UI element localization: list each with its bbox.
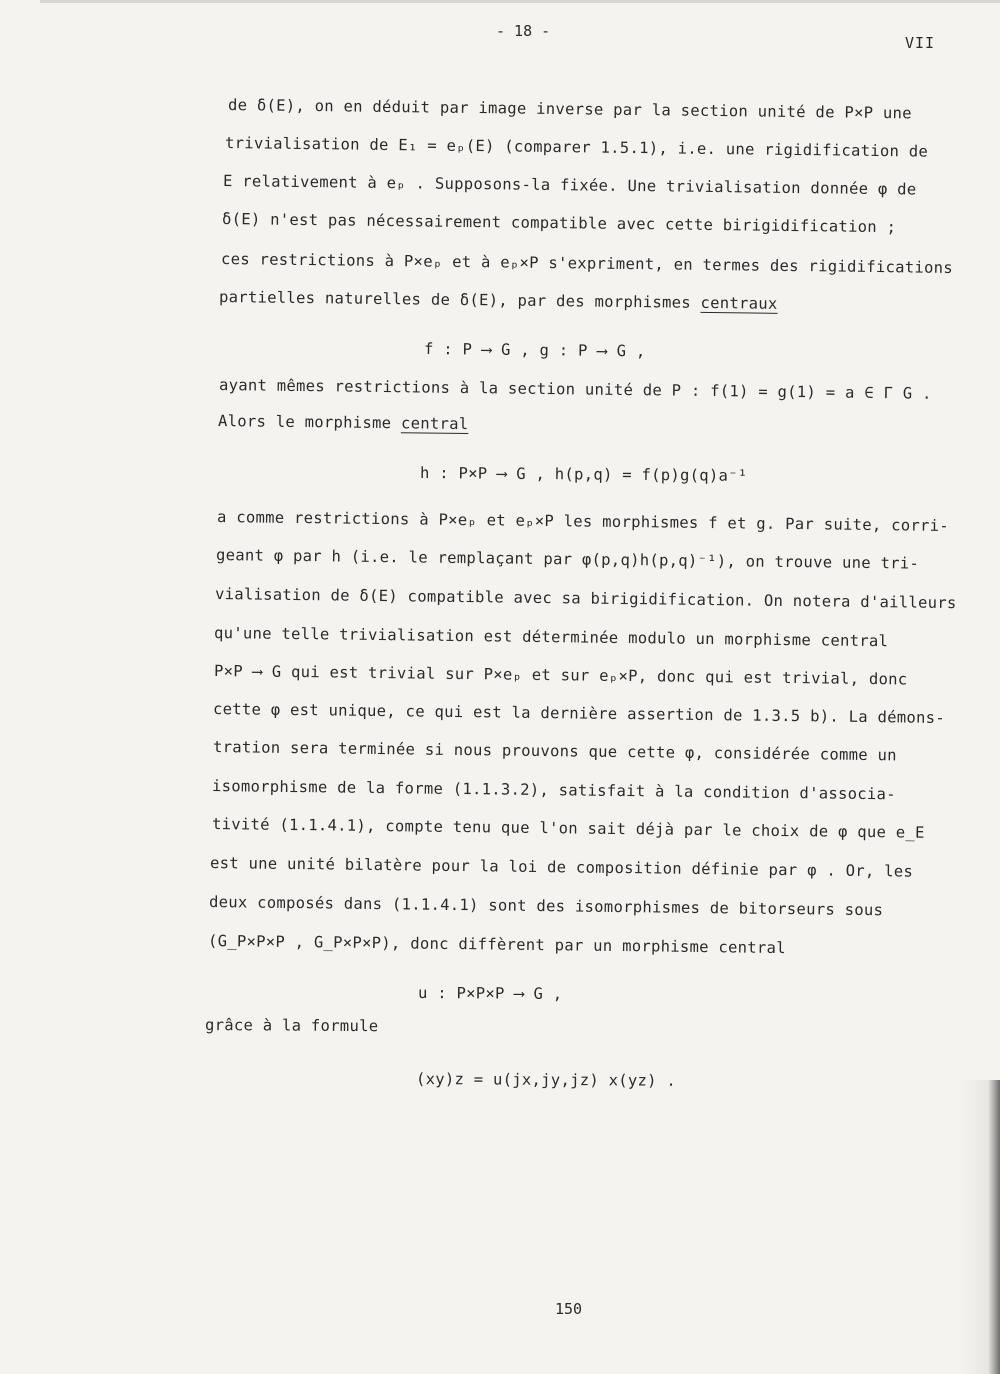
body-line: (G_P×P×P , G_P×P×P), donc diffèrent par un morphisme central <box>207 932 786 958</box>
body-line: deux composés dans (1.1.4.1) sont des isomorphismes de bitorseurs sous <box>208 893 884 920</box>
body-line: geant φ par h (i.e. le remplaçant par φ(p,q)h(p,q)⁻¹), on trouve une tri- <box>215 546 920 573</box>
body-line: qu'une telle trivialisation est déterminée modulo un morphisme central <box>213 624 889 651</box>
body-line: est une unité bilatère pour la loi de composition définie par φ . Or, les <box>209 854 914 881</box>
formula-f-g: f : P ⟶ G , g : P ⟶ G , <box>423 340 646 361</box>
underlined-word: centraux <box>700 293 778 313</box>
chapter-number: VII <box>905 34 936 52</box>
body-line: grâce à la formule <box>204 1016 379 1036</box>
body-line: δ(E) n'est pas nécessairement compatible avec cette birigidification ; <box>221 210 897 237</box>
formula-u: u : P×P×P ⟶ G , <box>417 984 563 1004</box>
body-line: ces restrictions à P×eₚ et à eₚ×P s'expriment, en termes des rigidifications <box>220 250 954 277</box>
scan-top-edge <box>40 0 1000 3</box>
body-line: trivialisation de E₁ = eₚ(E) (comparer 1.5.1), i.e. une rigidification de <box>224 134 929 161</box>
body-line: de δ(E), on en déduit par image inverse par la section unité de P×P une <box>227 96 912 123</box>
page-marker: - 18 - <box>496 22 551 40</box>
body-line-text: partielles naturelles de δ(E), par des morphismes <box>218 288 692 312</box>
body-line: tration sera terminée si nous prouvons que cette φ, considérée comme un <box>212 738 897 765</box>
body-line: vialisation de δ(E) compatible avec sa birigidification. On notera d'ailleurs <box>214 585 957 613</box>
body-line: E relativement à eₚ . Supposons-la fixée. Une trivialisation donnée φ de <box>222 172 917 199</box>
scan-right-edge-shadow <box>960 1080 1000 1374</box>
formula-associativity: (xy)z = u(jx,jy,jz) x(yz) . <box>415 1070 677 1090</box>
body-line: ayant mêmes restrictions à la section unité de P : f(1) = g(1) = a ∈ Γ G . <box>218 376 932 403</box>
formula-h: h : P×P ⟶ G , h(p,q) = f(p)g(q)a⁻¹ <box>419 464 748 485</box>
body-line: tivité (1.1.4.1), compte tenu que l'on sait déjà par le choix de φ que e_E <box>211 815 925 842</box>
body-line: isomorphisme de la forme (1.1.3.2), satisfait à la condition d'associa- <box>211 777 896 804</box>
page-number: 150 <box>555 1300 583 1318</box>
body-line: P×P ⟶ G qui est trivial sur P×eₚ et sur eₚ×P, donc qui est trivial, donc <box>213 662 908 689</box>
body-line-text: Alors le morphisme <box>217 412 392 433</box>
body-line-with-underline <box>219 288 778 313</box>
body-line-with-underline <box>218 412 469 433</box>
underlined-word: central <box>400 414 469 434</box>
body-line: cette φ est unique, ce qui est la dernière assertion de 1.3.5 b). La démons- <box>212 700 946 727</box>
body-line: a comme restrictions à P×eₚ et eₚ×P les morphismes f et g. Par suite, corri- <box>216 508 950 535</box>
